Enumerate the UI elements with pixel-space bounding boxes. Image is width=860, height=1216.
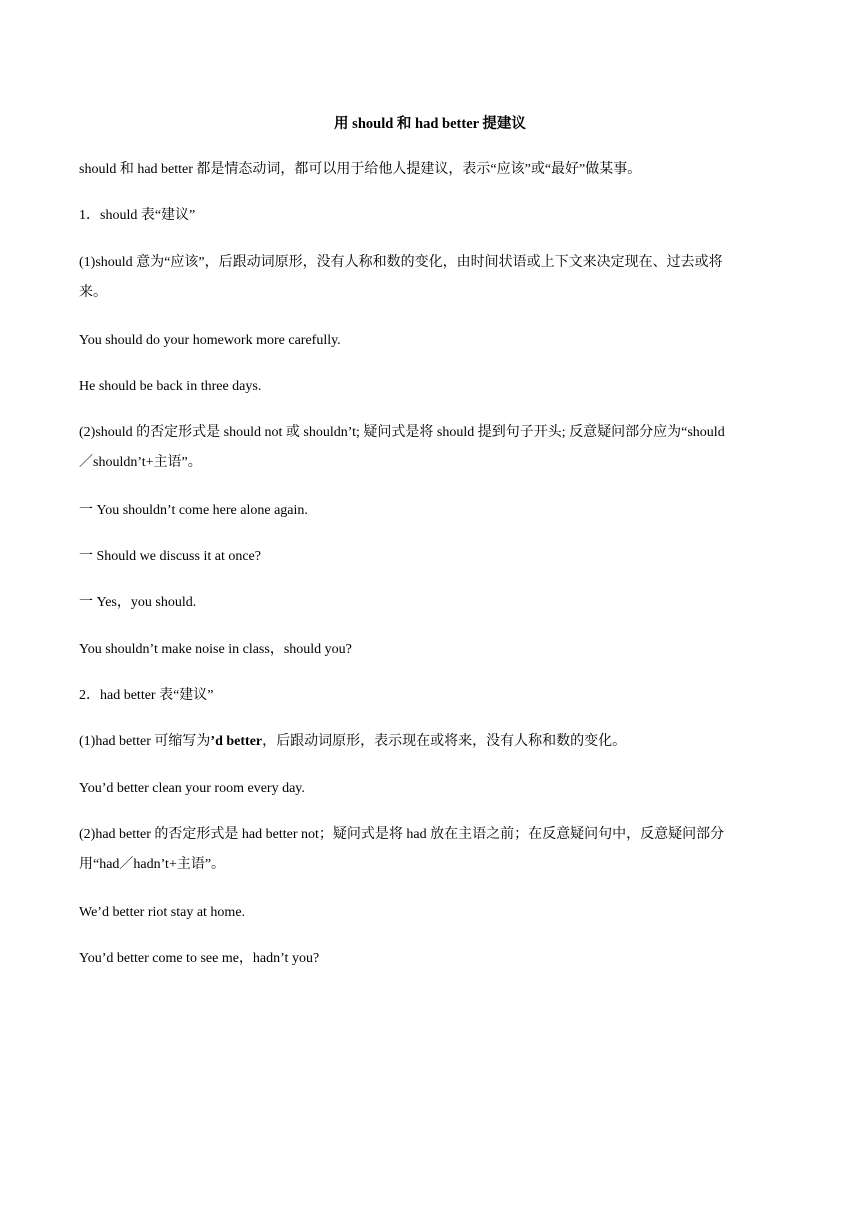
section-2-example-3: You’d better come to see me，hadn’t you? [79, 951, 320, 966]
section-1-example-6: You shouldn’t make noise in class，should you? [79, 642, 352, 657]
section-2-point-1-prefix: (1)had better 可缩写为 [79, 734, 211, 749]
section-2-point-2-line-2: 用“had／hadn’t+主语”。 [79, 857, 226, 872]
section-1-point-2-line-2: ／shouldn’t+主语”。 [79, 455, 202, 470]
section-1-example-4: 一 Should we discuss it at once? [79, 549, 261, 564]
section-1-example-5: 一 Yes，you should. [79, 595, 197, 610]
section-1-example-1: You should do your homework more carefully. [79, 333, 341, 348]
section-1-point-1 [79, 248, 784, 308]
section-1-point-1-line-1: (1)should 意为“应该”，后跟动词原形，没有人称和数的变化，由时间状语或上下文来决定现在、过去或将 [79, 255, 723, 270]
section-1-heading: 1．should 表“建议” [79, 208, 196, 223]
section-1-example-3: 一 You shouldn’t come here alone again. [79, 503, 308, 518]
section-2-point-1-bold: ’d better [210, 734, 263, 749]
document-title: 用 should 和 had better 提建议 [334, 116, 526, 132]
section-2-point-2 [79, 820, 784, 880]
section-2-example-2: We’d better riot stay at home. [79, 905, 246, 920]
section-2-point-1 [79, 732, 784, 752]
section-1-point-2-line-1: (2)should 的否定形式是 should not 或 shouldn’t; 疑问式是将 should 提到句子开头; 反意疑问部分应为“should [79, 425, 725, 440]
section-2-point-2-line-1: (2)had better 的否定形式是 had better not；疑问式是将 had 放在主语之前；在反意疑问句中，反意疑问部分 [79, 827, 725, 842]
section-2-example-1: You’d better clean your room every day. [79, 781, 305, 796]
section-1-point-1-line-2: 来。 [79, 285, 107, 300]
section-2-heading: 2．had better 表“建议” [79, 688, 214, 703]
section-1-example-2: He should be back in three days. [79, 379, 262, 394]
section-1-point-2 [79, 418, 784, 478]
section-2-point-1-suffix: ，后跟动词原形，表示现在或将来，没有人称和数的变化。 [262, 734, 627, 749]
intro-paragraph: should 和 had better 都是情态动词，都可以用于给他人提建议，表示“应该”或“最好”做某事。 [79, 162, 642, 177]
